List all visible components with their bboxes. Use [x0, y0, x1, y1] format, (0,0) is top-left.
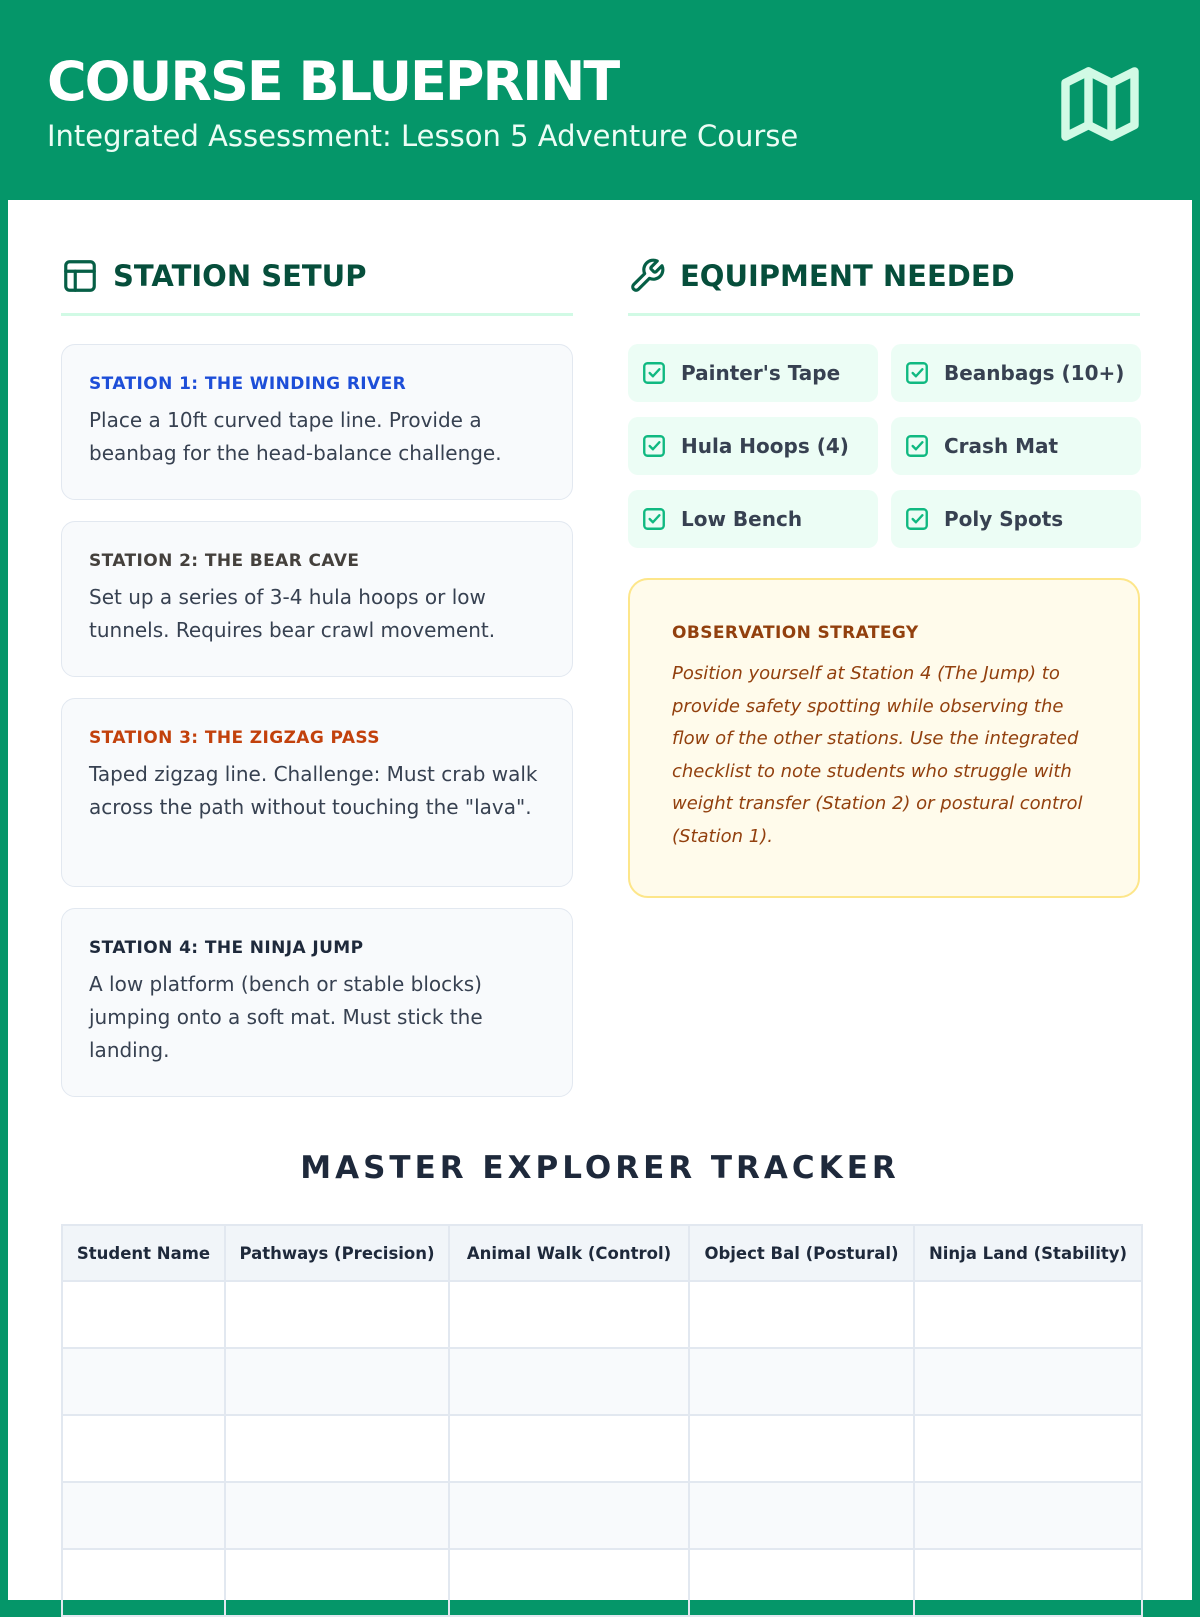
page-header: [0, 0, 1200, 200]
table-cell[interactable]: [62, 1281, 225, 1348]
page-subtitle: Integrated Assessment: Lesson 5 Adventure Course: [47, 119, 799, 153]
table-cell[interactable]: [689, 1348, 914, 1415]
equipment-label: Crash Mat: [944, 434, 1059, 458]
equipment-item: [628, 344, 878, 402]
table-cell[interactable]: [914, 1281, 1142, 1348]
table-cell[interactable]: [225, 1348, 449, 1415]
station-name: STATION 2: THE BEAR CAVE: [89, 551, 360, 571]
checkbox-checked-icon: [904, 360, 930, 386]
table-cell[interactable]: [914, 1549, 1142, 1616]
equipment-item: [628, 417, 878, 475]
station-description: Place a 10ft curved tape line. Provide a beanbag for the head-balance challenge.: [89, 408, 502, 465]
table-cell[interactable]: [449, 1281, 689, 1348]
wrench-icon: [628, 257, 666, 295]
station-card-4: [61, 908, 573, 1097]
equipment-label: Hula Hoops (4): [681, 434, 849, 458]
equipment-label: Beanbags (10+): [944, 361, 1125, 385]
tracker-table: [61, 1224, 1143, 1617]
table-row: [62, 1415, 1142, 1482]
table-cell[interactable]: [914, 1415, 1142, 1482]
table-cell[interactable]: [689, 1482, 914, 1549]
strategy-title: OBSERVATION STRATEGY: [672, 623, 919, 643]
station-card-1: [61, 344, 573, 500]
table-row: [62, 1549, 1142, 1616]
station-description: Taped zigzag line. Challenge: Must crab walk across the path without touching the "lava".: [89, 762, 538, 819]
strategy-body: Position yourself at Station 4 (The Jump) to provide safety spotting while observing the flow of the other stations. Use the integrated checklist to note students who struggle with weight transfer (Station 2) or postural control (Station 1).: [672, 663, 1083, 847]
layout-icon: [61, 257, 99, 295]
station-name: STATION 4: THE NINJA JUMP: [89, 938, 364, 958]
table-cell[interactable]: [449, 1348, 689, 1415]
table-cell[interactable]: [62, 1415, 225, 1482]
map-icon: [1054, 58, 1146, 150]
table-cell[interactable]: [225, 1482, 449, 1549]
station-description: Set up a series of 3-4 hula hoops or low tunnels. Requires bear crawl movement.: [89, 585, 496, 642]
column-header: Student Name: [62, 1225, 225, 1281]
station-setup-title: STATION SETUP: [113, 259, 367, 293]
equipment-label: Poly Spots: [944, 507, 1064, 531]
table-cell[interactable]: [449, 1482, 689, 1549]
table-header-row: [62, 1225, 1142, 1281]
table-cell[interactable]: [689, 1281, 914, 1348]
column-header: Object Bal (Postural): [689, 1225, 914, 1281]
table-cell[interactable]: [914, 1348, 1142, 1415]
equipment-label: Low Bench: [681, 507, 803, 531]
page-title: COURSE BLUEPRINT: [47, 50, 619, 113]
table-cell[interactable]: [225, 1549, 449, 1616]
station-card-3: [61, 698, 573, 887]
table-cell[interactable]: [914, 1482, 1142, 1549]
equipment-item: [891, 490, 1141, 548]
observation-strategy-box: [628, 578, 1140, 898]
column-header: Animal Walk (Control): [449, 1225, 689, 1281]
column-header: Ninja Land (Stability): [914, 1225, 1142, 1281]
divider: [61, 313, 573, 316]
equipment-header: [628, 252, 1015, 300]
station-name: STATION 3: THE ZIGZAG PASS: [89, 728, 380, 748]
station-card-2: [61, 521, 573, 677]
table-cell[interactable]: [449, 1549, 689, 1616]
checkbox-checked-icon: [904, 433, 930, 459]
table-cell[interactable]: [62, 1348, 225, 1415]
table-row: [62, 1281, 1142, 1348]
equipment-label: Painter's Tape: [681, 361, 841, 385]
equipment-item: [628, 490, 878, 548]
checkbox-checked-icon: [641, 360, 667, 386]
tracker-title: MASTER EXPLORER TRACKER: [300, 1150, 900, 1186]
checkbox-checked-icon: [641, 433, 667, 459]
content-sheet: [8, 200, 1192, 1600]
table-row: [62, 1482, 1142, 1549]
divider: [628, 313, 1140, 316]
equipment-item: [891, 344, 1141, 402]
table-cell[interactable]: [689, 1549, 914, 1616]
table-cell[interactable]: [449, 1415, 689, 1482]
station-name: STATION 1: THE WINDING RIVER: [89, 374, 407, 394]
table-cell[interactable]: [225, 1281, 449, 1348]
column-header: Pathways (Precision): [225, 1225, 449, 1281]
table-cell[interactable]: [62, 1482, 225, 1549]
equipment-title: EQUIPMENT NEEDED: [680, 259, 1015, 293]
station-setup-header: [61, 252, 366, 300]
table-cell[interactable]: [225, 1415, 449, 1482]
table-cell[interactable]: [689, 1415, 914, 1482]
station-description: A low platform (bench or stable blocks) jumping onto a soft mat. Must stick the landing.: [89, 972, 483, 1062]
checkbox-checked-icon: [904, 506, 930, 532]
table-row: [62, 1348, 1142, 1415]
checkbox-checked-icon: [641, 506, 667, 532]
equipment-item: [891, 417, 1141, 475]
table-cell[interactable]: [62, 1549, 225, 1616]
